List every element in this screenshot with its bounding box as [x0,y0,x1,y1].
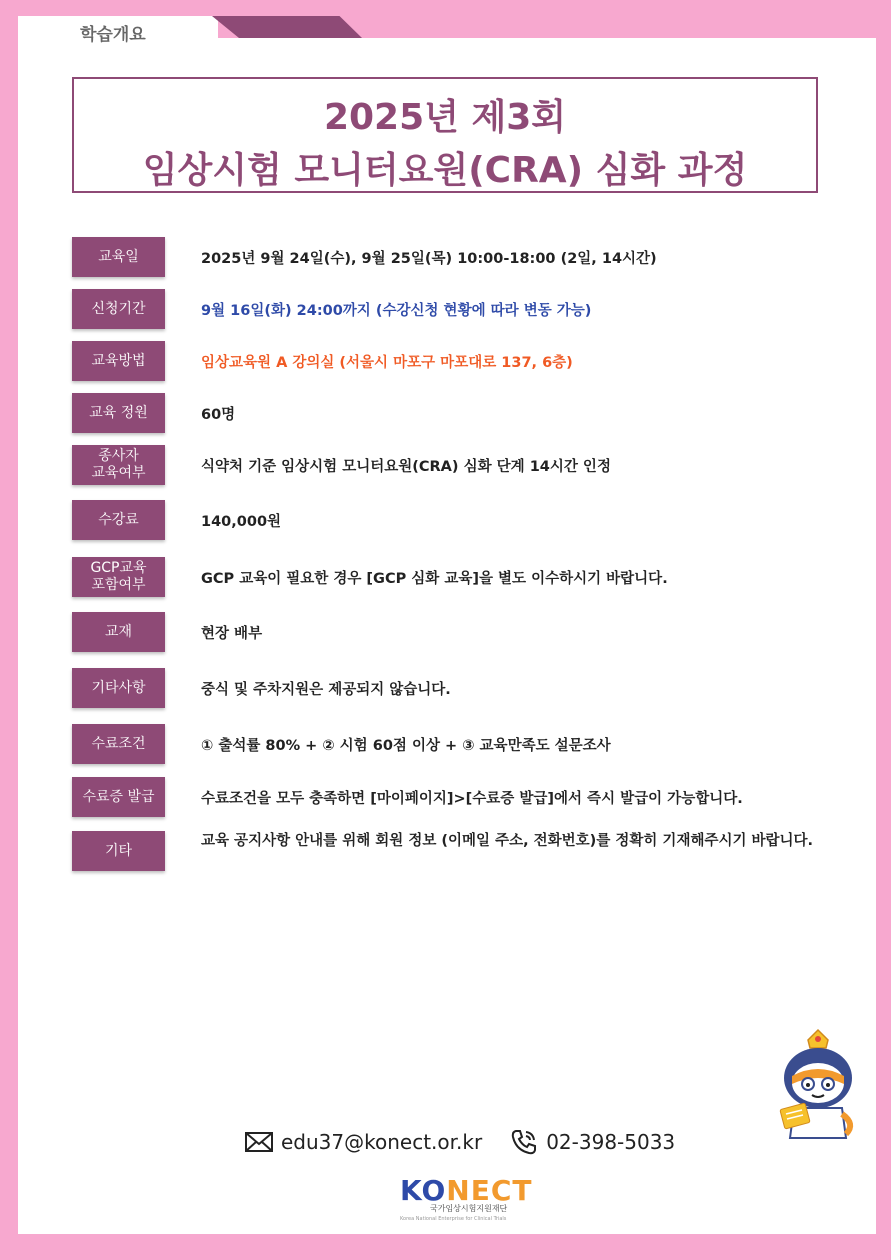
row-value: 식약처 기준 임상시험 모니터요원(CRA) 심화 단계 14시간 인정 [201,458,611,475]
info-row-date [72,237,852,277]
row-value: 현장 배부 [201,625,263,642]
info-row-fee [72,500,852,540]
row-label: 교육일 [72,237,165,277]
row-value: 임상교육원 A 강의실 (서울시 마포구 마포대로 137, 6층) [201,354,573,371]
row-label: 교육 정원 [72,393,165,433]
logo-subtitle-en: Korea National Enterprise for Clinical Trials [400,1216,507,1222]
info-row-completion-conditions [72,724,852,764]
row-label: 기타 [72,831,165,871]
logo-letter-k: K [400,1174,422,1207]
row-label: GCP교육 포함여부 [72,557,165,597]
row-value: GCP 교육이 필요한 경우 [GCP 심화 교육]을 별도 이수하시기 바랍니다. [201,570,668,587]
title-box [72,77,818,193]
row-label: 종사자 교육여부 [72,445,165,485]
info-row-misc [72,668,852,708]
row-value: 9월 16일(화) 24:00까지 (수강신청 현황에 따라 변동 가능) [201,302,592,319]
logo-letters-nect: NECT [446,1174,533,1207]
email-text: edu37@konect.or.kr [281,1130,483,1154]
info-row-registration [72,289,852,329]
row-label: 교재 [72,612,165,652]
row-label: 신청기간 [72,289,165,329]
info-row-materials [72,612,852,652]
contact-info [245,1128,703,1156]
row-value: 수료조건을 모두 충족하면 [마이페이지]>[수료증 발급]에서 즉시 발급이 가능합니다. [201,790,743,807]
section-label: 학습개요 [80,25,146,45]
phone-text: 02-398-5033 [546,1130,676,1154]
row-label: 수강료 [72,500,165,540]
info-row-gcp [72,557,852,597]
mascot-image [776,1028,860,1144]
logo-subtitle: 국가임상시험지원재단 [430,1204,508,1213]
title-line-1: 2025년 제3회 [323,97,567,138]
row-label: 교육방법 [72,341,165,381]
header-tab-accent [212,16,362,38]
email-contact[interactable] [245,1130,482,1154]
konect-logo [400,1174,533,1224]
row-label: 수료증 발급 [72,777,165,817]
row-label: 수료조건 [72,724,165,764]
row-label: 기타사항 [72,668,165,708]
phone-icon [510,1128,538,1156]
info-row-other [72,831,852,871]
envelope-icon [245,1132,273,1152]
info-row-capacity [72,393,852,433]
row-value: 중식 및 주차지원은 제공되지 않습니다. [201,681,451,698]
row-value: 2025년 9월 24일(수), 9월 25일(목) 10:00-18:00 (2일, 14시간) [201,250,657,267]
info-row-worker-education [72,445,852,485]
info-row-method [72,341,852,381]
row-value: 교육 공지사항 안내를 위해 회원 정보 (이메일 주소, 전화번호)를 정확히 기재해주시기 바랍니다. [201,833,814,849]
row-value: ① 출석률 80% + ② 시험 60점 이상 + ③ 교육만족도 설문조사 [201,737,611,754]
logo-letter-o: O [421,1174,447,1207]
info-row-certificate [72,777,852,817]
phone-contact[interactable] [510,1128,675,1156]
row-value: 60명 [201,406,236,423]
title-line-2: 임상시험 모니터요원(CRA) 심화 과정 [142,150,748,191]
row-value: 140,000원 [201,513,282,530]
